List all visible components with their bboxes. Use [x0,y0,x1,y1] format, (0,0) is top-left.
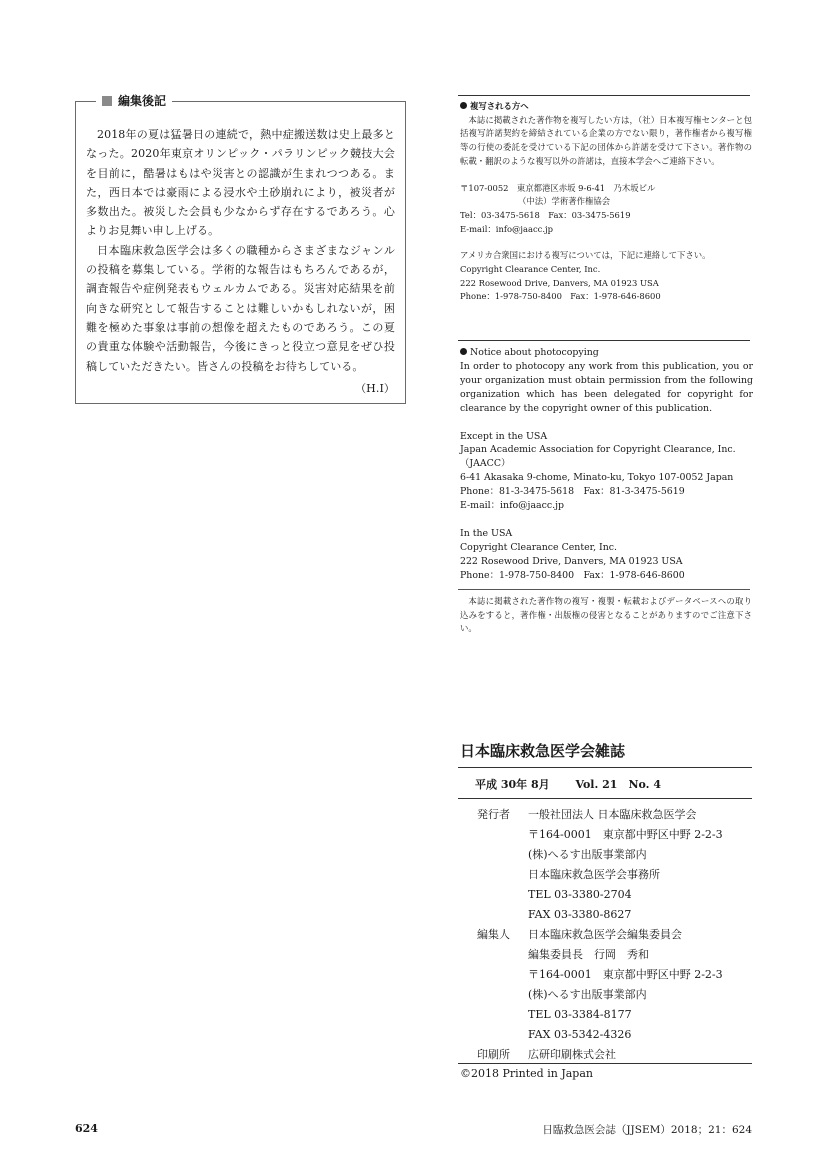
en-except-line: Except in the USA [460,430,548,442]
copyright-line: ©2018 Printed in Japan [460,1067,593,1080]
en-notice [460,346,753,583]
page-number: 624 [75,1122,98,1135]
en-except-line: Japan Academic Association for Copyright Clearance, Inc. [460,444,736,456]
colophon-line: 広研印刷株式会社 [528,1048,616,1061]
jp-contact-line: Tel：03-3475-5618 Fax：03-3475-5619 [460,209,631,220]
editorial-title-text: 編集後記 [118,94,167,108]
en-usa-line: 222 Rosewood Drive, Danvers, MA 01923 USA [460,555,683,567]
square-icon [102,96,112,106]
divider-middle [458,340,750,341]
en-usa-block [460,527,753,583]
colophon-line: 日本臨床救急医学会事務所 [528,868,660,881]
jp-address-line: 〒107-0052 東京都港区赤坂 9-6-41 乃木坂ビル [460,182,656,193]
divider-top [458,95,750,96]
colophon-rule-3 [458,1063,752,1064]
running-footer: 日臨救急医会誌（JJSEM）2018；21：624 [542,1124,752,1136]
divider-bottom [458,589,750,590]
en-notice-heading-text: Notice about photocopying [470,347,599,358]
issue-line: 平成 30年 8月 Vol. 21 No. 4 [475,778,661,791]
colophon-line: 一般社団法人 日本臨床救急医学会 [528,808,697,821]
colophon-table [477,805,723,1065]
en-except-line: Phone：81-3-3475-5618 Fax：81-3-3475-5619 [460,486,685,498]
jp-notice-heading-text: 複写される方へ [470,101,529,111]
jp-notice-body: 本誌に掲載された著作物を複写したい方は，（社）日本複写権センターと包括複写許諾契約を締結されている企業の方でない限り，著作権者から複写権等の行使の委託を受けている下記の団体から許諾を受けて下さい。著作物の転載・翻訳のような複写以外の許諾は，直接本学会へご連絡下さい。 [460,114,752,166]
jp-usa-line: アメリカ合衆国における複写については，下記に連絡して下さい。 [460,250,711,261]
colophon-row-printer [477,1045,723,1065]
jp-contact-line: E-mail：info@jaacc.jp [460,223,553,234]
colophon-line: 〒164-0001 東京都中野区中野 2-2-3 [528,828,723,841]
colophon-label: 発行者 [477,808,510,821]
en-notice-body: In order to photocopy any work from this publication, you or your organization must obtain permission from the following organization which has been delegated for copyright for clearance by the copyright owner of this publication. [460,360,753,414]
colophon-line: 日本臨床救急医学会編集委員会 [528,928,682,941]
jp-address-org: （中法）学術著作権協会 [518,196,611,207]
en-usa-line: In the USA [460,527,513,539]
warning-note: 本誌に掲載された著作物の複写・複製・転載およびデータベースへの取り込みをすると，著作権・出版権の侵害となることがありますのでご注意下さい。 [460,596,752,633]
en-except-line: 6-41 Akasaka 9-chome, Minato-ku, Tokyo 107-0052 Japan [460,472,734,484]
colophon-lines [528,805,723,925]
colophon-line: (株)へるす出版事業部内 [528,988,647,1001]
en-usa-line: Copyright Clearance Center, Inc. [460,541,618,553]
colophon-line: 〒164-0001 東京都中野区中野 2-2-3 [528,968,723,981]
en-except-line: E-mail：info@jaacc.jp [460,500,565,512]
colophon-rule-1 [458,767,752,768]
editorial-title [96,92,172,110]
en-usa-line: Phone：1-978-750-8400 Fax：1-978-646-8600 [460,569,685,581]
colophon-line: TEL 03-3384-8177 [528,1008,632,1021]
colophon-lines [528,925,723,1045]
editorial-body [86,125,395,398]
journal-title: 日本臨床救急医学会雑誌 [460,742,626,760]
colophon-line: (株)へるす出版事業部内 [528,848,647,861]
bullet-icon [460,348,467,355]
en-except-line: （JAACC） [460,458,511,470]
editorial-paragraph-2: 日本臨床救急医学会は多くの職種からさまざまなジャンルの投稿を募集している。学術的な報告はもちろんであるが，調査報告や症例発表もウェルカムである。災害対応結果を前向きな研究として報告することは難しいかもしれないが，困難を極めた事象は事前の想像を超えたものであろう。この夏の貴重な体験や活動報告，今後にきっと役立つ意見をぜひ投稿していただきたい。皆さんの投稿をお待ちしている。 [86,243,395,373]
colophon-row-editor [477,925,723,1045]
colophon-label: 印刷所 [477,1048,510,1061]
editorial-signature: （H.I） [355,381,395,395]
colophon-label: 編集人 [477,928,510,941]
colophon-rule-2 [458,798,752,799]
bullet-icon [460,102,467,109]
jp-notice-usa [460,249,752,304]
jp-notice-address [460,182,752,237]
colophon-line: 編集委員長 行岡 秀和 [528,948,649,961]
jp-usa-line: 222 Rosewood Drive, Danvers, MA 01923 USA [460,277,659,288]
jp-notice [460,100,752,304]
colophon-line: FAX 03-5342-4326 [528,1028,632,1041]
jp-usa-line: Phone：1-978-750-8400 Fax：1-978-646-8600 [460,291,661,302]
colophon-line: TEL 03-3380-2704 [528,888,632,901]
colophon-lines [528,1045,616,1065]
colophon-row-publisher [477,805,723,925]
en-notice-heading [460,346,753,360]
jp-notice-heading [460,100,752,114]
colophon-line: FAX 03-3380-8627 [528,908,632,921]
en-except-block [460,430,753,513]
jp-usa-line: Copyright Clearance Center, Inc. [460,264,601,275]
editorial-paragraph-1: 2018年の夏は猛暑日の連続で，熱中症搬送数は史上最多となった。2020年東京オリンピック・パラリンピック競技大会を目前に，酷暑はもはや災害との認識が生まれつつある。また，西日本では豪雨による浸水や土砂崩れにより，被災者が多数出た。被災した会員も少なからず存在するであろう。心よりお見舞い申し上げる。 [86,128,395,238]
